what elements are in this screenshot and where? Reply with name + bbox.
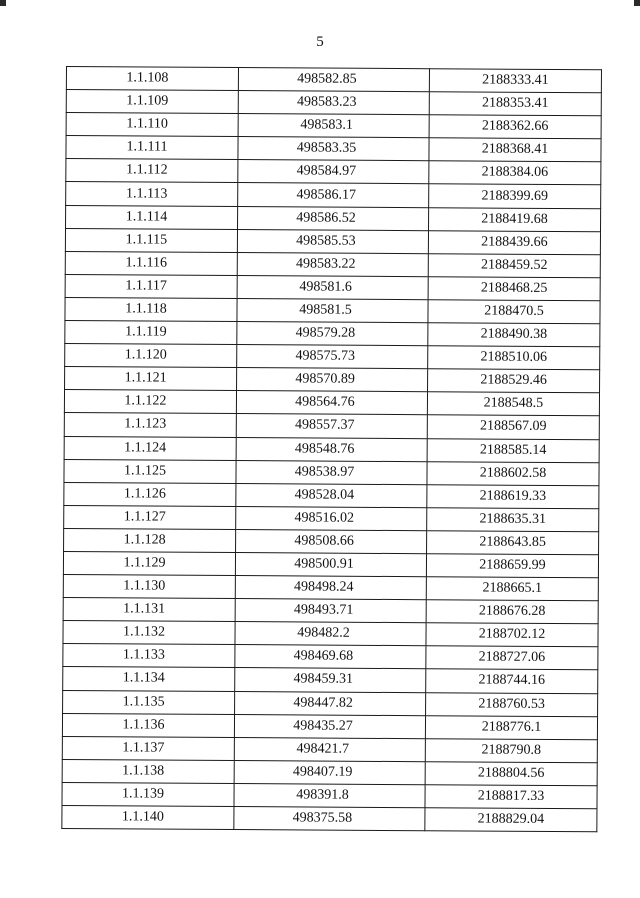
x-coordinate-cell: 498579.28 (237, 322, 428, 346)
table-row (64, 482, 599, 508)
table-row (63, 690, 598, 716)
point-id-cell: 1.1.126 (64, 482, 236, 506)
table-row (63, 598, 598, 624)
table-row (66, 205, 601, 231)
y-coordinate-cell: 2188760.53 (426, 692, 598, 716)
x-coordinate-cell: 498459.31 (235, 668, 426, 692)
point-id-cell: 1.1.117 (65, 274, 237, 298)
x-coordinate-cell: 498581.5 (237, 298, 428, 322)
table-row (66, 90, 601, 116)
point-id-cell: 1.1.135 (63, 690, 235, 714)
table-row (62, 782, 597, 808)
x-coordinate-cell: 498407.19 (234, 760, 425, 784)
x-coordinate-cell: 498469.68 (235, 645, 426, 669)
table-row (62, 805, 597, 831)
x-coordinate-cell: 498585.53 (237, 229, 428, 253)
point-id-cell: 1.1.127 (64, 505, 236, 529)
point-id-cell: 1.1.108 (66, 67, 238, 91)
point-id-cell: 1.1.134 (63, 667, 235, 691)
point-id-cell: 1.1.125 (64, 459, 236, 483)
y-coordinate-cell: 2188468.25 (428, 277, 600, 301)
table-row (64, 390, 599, 416)
table-row (63, 667, 598, 693)
x-coordinate-cell: 498498.24 (235, 576, 426, 600)
point-id-cell: 1.1.131 (63, 598, 235, 622)
y-coordinate-cell: 2188619.33 (427, 484, 599, 508)
x-coordinate-cell: 498586.52 (238, 206, 429, 230)
y-coordinate-cell: 2188490.38 (428, 323, 600, 347)
point-id-cell: 1.1.136 (62, 713, 234, 737)
point-id-cell: 1.1.140 (62, 805, 234, 829)
y-coordinate-cell: 2188419.68 (429, 207, 601, 231)
x-coordinate-cell: 498391.8 (234, 783, 425, 807)
table-row (66, 159, 601, 185)
table-row (62, 759, 597, 785)
y-coordinate-cell: 2188659.99 (426, 554, 598, 578)
x-coordinate-cell: 498583.1 (238, 114, 429, 138)
table-row (65, 251, 600, 277)
page-number: 5 (316, 34, 324, 50)
x-coordinate-cell: 498482.2 (235, 622, 426, 646)
y-coordinate-cell: 2188602.58 (427, 461, 599, 485)
point-id-cell: 1.1.109 (66, 90, 238, 114)
point-id-cell: 1.1.119 (65, 321, 237, 345)
y-coordinate-cell: 2188702.12 (426, 623, 598, 647)
y-coordinate-cell: 2188399.69 (429, 184, 601, 208)
point-id-cell: 1.1.130 (63, 575, 235, 599)
y-coordinate-cell: 2188459.52 (428, 253, 600, 277)
x-coordinate-cell: 498548.76 (236, 437, 427, 461)
x-coordinate-cell: 498500.91 (235, 553, 426, 577)
table-row (64, 413, 599, 439)
y-coordinate-cell: 2188790.8 (425, 738, 597, 762)
x-coordinate-cell: 498583.35 (238, 137, 429, 161)
point-id-cell: 1.1.128 (64, 528, 236, 552)
y-coordinate-cell: 2188665.1 (426, 577, 598, 601)
y-coordinate-cell: 2188529.46 (428, 369, 600, 393)
scan-edge-mark (634, 0, 640, 6)
x-coordinate-cell: 498582.85 (238, 68, 429, 92)
x-coordinate-cell: 498564.76 (236, 391, 427, 415)
y-coordinate-cell: 2188548.5 (427, 392, 599, 416)
x-coordinate-cell: 498570.89 (237, 368, 428, 392)
table-row (63, 621, 598, 647)
point-id-cell: 1.1.118 (65, 297, 237, 321)
y-coordinate-cell: 2188727.06 (426, 646, 598, 670)
y-coordinate-cell: 2188585.14 (427, 438, 599, 462)
table-row (66, 136, 601, 162)
point-id-cell: 1.1.122 (64, 390, 236, 414)
x-coordinate-cell: 498421.7 (234, 737, 425, 761)
scan-edge-mark (0, 0, 6, 6)
point-id-cell: 1.1.121 (65, 367, 237, 391)
x-coordinate-cell: 498516.02 (236, 506, 427, 530)
x-coordinate-cell: 498435.27 (234, 714, 425, 738)
y-coordinate-cell: 2188676.28 (426, 600, 598, 624)
table-row (64, 528, 599, 554)
point-id-cell: 1.1.116 (65, 251, 237, 275)
coordinates-table (61, 66, 602, 832)
table-row (65, 367, 600, 393)
y-coordinate-cell: 2188817.33 (425, 785, 597, 809)
table-row (66, 67, 601, 93)
y-coordinate-cell: 2188362.66 (429, 115, 601, 139)
point-id-cell: 1.1.120 (65, 344, 237, 368)
point-id-cell: 1.1.114 (66, 205, 238, 229)
x-coordinate-cell: 498575.73 (237, 345, 428, 369)
y-coordinate-cell: 2188643.85 (427, 531, 599, 555)
point-id-cell: 1.1.115 (65, 228, 237, 252)
table-row (62, 736, 597, 762)
table-row (65, 228, 600, 254)
x-coordinate-cell: 498538.97 (236, 460, 427, 484)
y-coordinate-cell: 2188368.41 (429, 138, 601, 162)
y-coordinate-cell: 2188829.04 (425, 808, 597, 832)
y-coordinate-cell: 2188470.5 (428, 300, 600, 324)
y-coordinate-cell: 2188353.41 (429, 92, 601, 116)
x-coordinate-cell: 498493.71 (235, 599, 426, 623)
point-id-cell: 1.1.110 (66, 113, 238, 137)
y-coordinate-cell: 2188776.1 (425, 715, 597, 739)
table-row (64, 436, 599, 462)
point-id-cell: 1.1.129 (63, 551, 235, 575)
point-id-cell: 1.1.132 (63, 621, 235, 645)
point-id-cell: 1.1.111 (66, 136, 238, 160)
x-coordinate-cell: 498583.22 (237, 252, 428, 276)
point-id-cell: 1.1.133 (63, 644, 235, 668)
table-row (64, 459, 599, 485)
point-id-cell: 1.1.113 (66, 182, 238, 206)
x-coordinate-cell: 498508.66 (236, 529, 427, 553)
table-row (64, 505, 599, 531)
x-coordinate-cell: 498581.6 (237, 275, 428, 299)
point-id-cell: 1.1.138 (62, 759, 234, 783)
point-id-cell: 1.1.112 (66, 159, 238, 183)
y-coordinate-cell: 2188384.06 (429, 161, 601, 185)
y-coordinate-cell: 2188635.31 (427, 507, 599, 531)
x-coordinate-cell: 498557.37 (236, 414, 427, 438)
table-row (62, 713, 597, 739)
x-coordinate-cell: 498375.58 (234, 807, 425, 831)
point-id-cell: 1.1.123 (64, 413, 236, 437)
table-row (63, 551, 598, 577)
coordinates-table-body (62, 67, 602, 832)
point-id-cell: 1.1.137 (62, 736, 234, 760)
table-row (65, 297, 600, 323)
y-coordinate-cell: 2188439.66 (428, 230, 600, 254)
table-row (66, 182, 601, 208)
y-coordinate-cell: 2188510.06 (428, 346, 600, 370)
table-row (65, 321, 600, 347)
y-coordinate-cell: 2188333.41 (429, 69, 601, 93)
x-coordinate-cell: 498584.97 (238, 160, 429, 184)
y-coordinate-cell: 2188804.56 (425, 762, 597, 786)
table-row (63, 575, 598, 601)
x-coordinate-cell: 498586.17 (238, 183, 429, 207)
table-row (66, 113, 601, 139)
x-coordinate-cell: 498528.04 (236, 483, 427, 507)
y-coordinate-cell: 2188744.16 (426, 669, 598, 693)
table-row (63, 644, 598, 670)
point-id-cell: 1.1.139 (62, 782, 234, 806)
table-row (65, 274, 600, 300)
x-coordinate-cell: 498447.82 (235, 691, 426, 715)
x-coordinate-cell: 498583.23 (238, 91, 429, 115)
table-row (65, 344, 600, 370)
point-id-cell: 1.1.124 (64, 436, 236, 460)
y-coordinate-cell: 2188567.09 (427, 415, 599, 439)
